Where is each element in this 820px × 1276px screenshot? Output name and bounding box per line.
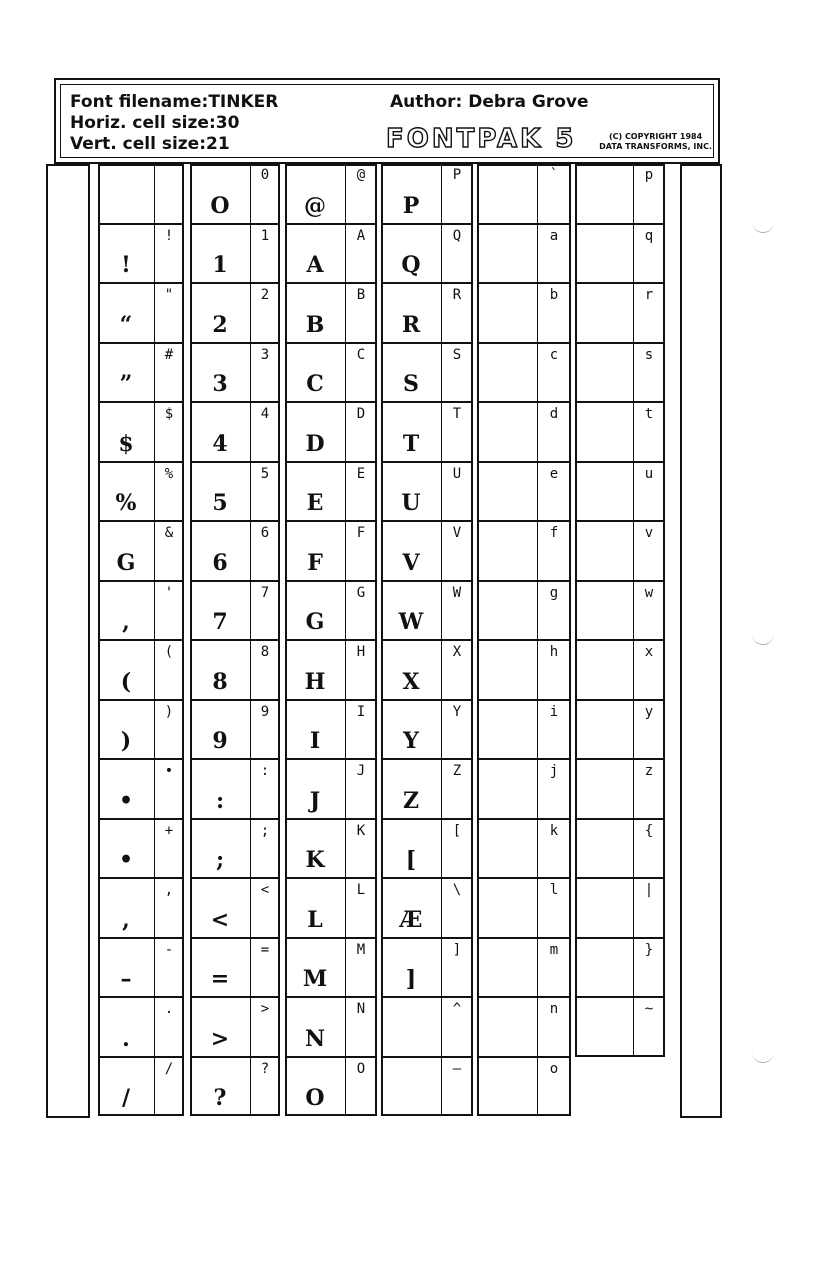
glyph-cell bbox=[190, 521, 280, 581]
glyph-large: J bbox=[309, 787, 321, 814]
glyph-key: \ bbox=[452, 882, 462, 898]
glyph-key: Y bbox=[452, 703, 462, 720]
glyph-key: s bbox=[644, 346, 654, 363]
binder-hole-mark bbox=[752, 1050, 774, 1063]
glyph-large: D bbox=[305, 430, 325, 457]
glyph-cell bbox=[98, 164, 184, 224]
glyph-cell bbox=[575, 997, 665, 1057]
glyph-large: , bbox=[122, 609, 130, 635]
glyph-cell bbox=[575, 640, 665, 700]
glyph-cell bbox=[98, 462, 184, 522]
glyph-cell bbox=[381, 462, 473, 522]
glyph-cell bbox=[381, 938, 473, 998]
glyph-key: x bbox=[644, 644, 654, 660]
glyph-cell bbox=[381, 878, 473, 938]
glyph-large: . bbox=[122, 1025, 130, 1052]
glyph-key: / bbox=[164, 1060, 174, 1077]
glyph-cell bbox=[285, 581, 377, 641]
glyph-large: Z bbox=[402, 787, 420, 814]
glyph-key: b bbox=[549, 287, 559, 303]
glyph-cell bbox=[477, 164, 571, 224]
binder-hole-mark bbox=[752, 220, 774, 233]
glyph-large: / bbox=[121, 1085, 131, 1111]
glyph-cell bbox=[285, 343, 377, 403]
glyph-key: W bbox=[452, 584, 462, 601]
glyph-key: f bbox=[549, 525, 559, 541]
glyph-key: y bbox=[644, 703, 654, 720]
glyph-key: - bbox=[164, 941, 174, 958]
glyph-large: O bbox=[210, 192, 230, 219]
glyph-large: K bbox=[305, 847, 325, 873]
glyph-large: 4 bbox=[212, 430, 228, 457]
glyph-cell bbox=[98, 997, 184, 1057]
glyph-cell bbox=[381, 1057, 473, 1117]
glyph-key: 7 bbox=[260, 584, 270, 601]
glyph-cell bbox=[98, 224, 184, 284]
glyph-key: T bbox=[452, 406, 462, 422]
glyph-cell bbox=[285, 402, 377, 462]
vert-value: 21 bbox=[206, 134, 230, 154]
glyph-column-4 bbox=[381, 164, 473, 1116]
glyph-key: u bbox=[644, 465, 654, 482]
glyph-large: P bbox=[402, 192, 420, 219]
glyph-cell bbox=[190, 402, 280, 462]
glyph-key: { bbox=[644, 822, 654, 839]
glyph-cell bbox=[98, 343, 184, 403]
glyph-cell bbox=[477, 343, 571, 403]
glyph-key: X bbox=[452, 644, 462, 660]
glyph-large: 5 bbox=[212, 490, 228, 516]
glyph-cell bbox=[285, 640, 377, 700]
glyph-large: S bbox=[403, 371, 419, 397]
glyph-key: w bbox=[644, 584, 654, 601]
glyph-large: O bbox=[305, 1085, 325, 1111]
glyph-cell bbox=[98, 283, 184, 343]
glyph-key: + bbox=[164, 822, 174, 839]
glyph-key: " bbox=[164, 287, 174, 303]
glyph-large: M bbox=[302, 966, 328, 992]
glyph-large: @ bbox=[304, 192, 326, 219]
glyph-cell bbox=[190, 997, 280, 1057]
glyph-key: ` bbox=[549, 167, 559, 183]
glyph-cell bbox=[190, 224, 280, 284]
glyph-cell bbox=[477, 819, 571, 879]
glyph-cell bbox=[381, 759, 473, 819]
filename-label: Font filename: bbox=[70, 92, 209, 112]
header-box bbox=[54, 78, 720, 164]
glyph-key: . bbox=[164, 1001, 174, 1017]
glyph-large: 7 bbox=[212, 609, 228, 635]
glyph-key: V bbox=[452, 525, 462, 541]
glyph-key: > bbox=[260, 1001, 270, 1017]
glyph-key: 6 bbox=[260, 525, 270, 541]
glyph-key: 0 bbox=[260, 167, 270, 183]
horiz-label: Horiz. cell size: bbox=[70, 113, 216, 133]
glyph-key: 5 bbox=[260, 465, 270, 482]
glyph-cell bbox=[190, 700, 280, 760]
glyph-key: m bbox=[549, 941, 559, 958]
glyph-cell bbox=[190, 581, 280, 641]
glyph-column-6 bbox=[575, 164, 665, 1057]
glyph-cell bbox=[575, 878, 665, 938]
glyph-cell bbox=[381, 164, 473, 224]
glyph-cell bbox=[575, 938, 665, 998]
glyph-cell bbox=[477, 878, 571, 938]
glyph-cell bbox=[575, 759, 665, 819]
glyph-key: ; bbox=[260, 822, 270, 839]
glyph-key: [ bbox=[452, 822, 462, 839]
glyph-large: 2 bbox=[212, 311, 228, 338]
author-line bbox=[390, 92, 589, 112]
glyph-large: ) bbox=[120, 728, 132, 754]
glyph-cell bbox=[285, 164, 377, 224]
filename-line bbox=[70, 92, 278, 112]
glyph-key: M bbox=[356, 941, 366, 958]
glyph-cell bbox=[575, 343, 665, 403]
glyph-key: N bbox=[356, 1001, 366, 1017]
glyph-cell bbox=[381, 997, 473, 1057]
glyph-large: L bbox=[307, 906, 323, 933]
glyph-column-3 bbox=[285, 164, 377, 1116]
glyph-cell bbox=[381, 819, 473, 879]
glyph-key: Z bbox=[452, 763, 462, 779]
glyph-cell bbox=[381, 343, 473, 403]
glyph-large: : bbox=[215, 787, 225, 814]
glyph-key: | bbox=[644, 882, 654, 898]
glyph-large: V bbox=[402, 549, 420, 576]
glyph-cell bbox=[477, 1057, 571, 1117]
glyph-large: ( bbox=[120, 668, 132, 695]
glyph-cell bbox=[477, 462, 571, 522]
glyph-key: % bbox=[164, 465, 174, 482]
glyph-large: 1 bbox=[212, 252, 228, 278]
glyph-cell bbox=[98, 700, 184, 760]
glyph-key: F bbox=[356, 525, 366, 541]
glyph-large: ] bbox=[405, 966, 417, 992]
glyph-large: B bbox=[305, 311, 325, 338]
fontpak-logo: FONTPAK 5 bbox=[386, 124, 577, 154]
glyph-cell bbox=[477, 640, 571, 700]
glyph-large: [ bbox=[405, 847, 417, 873]
glyph-key: G bbox=[356, 584, 366, 601]
glyph-key: P bbox=[452, 167, 462, 183]
glyph-large: • bbox=[118, 787, 134, 814]
glyph-column-5 bbox=[477, 164, 571, 1116]
glyph-large: T bbox=[402, 430, 420, 457]
binder-hole-mark bbox=[752, 632, 774, 645]
glyph-cell bbox=[285, 938, 377, 998]
glyph-key: J bbox=[356, 763, 366, 779]
glyph-cell bbox=[98, 581, 184, 641]
glyph-large: $ bbox=[118, 430, 134, 457]
glyph-large: “ bbox=[119, 311, 133, 338]
glyph-key: ( bbox=[164, 644, 174, 660]
glyph-cell bbox=[190, 462, 280, 522]
glyph-large: G bbox=[116, 549, 136, 576]
glyph-cell bbox=[285, 1057, 377, 1117]
author-label: Author: bbox=[390, 92, 463, 112]
glyph-key: # bbox=[164, 346, 174, 363]
glyph-cell bbox=[190, 938, 280, 998]
glyph-key: g bbox=[549, 584, 559, 601]
glyph-key: Q bbox=[452, 227, 462, 244]
glyph-key: L bbox=[356, 882, 366, 898]
glyph-key: U bbox=[452, 465, 462, 482]
glyph-key: R bbox=[452, 287, 462, 303]
glyph-cell bbox=[575, 700, 665, 760]
glyph-key: o bbox=[549, 1060, 559, 1077]
glyph-large: W bbox=[398, 609, 424, 635]
glyph-cell bbox=[285, 819, 377, 879]
glyph-key: v bbox=[644, 525, 654, 541]
glyph-cell bbox=[477, 997, 571, 1057]
glyph-cell bbox=[381, 581, 473, 641]
glyph-key: D bbox=[356, 406, 366, 422]
glyph-large: ” bbox=[119, 371, 133, 397]
glyph-key: 4 bbox=[260, 406, 270, 422]
glyph-key: r bbox=[644, 287, 654, 303]
glyph-cell bbox=[381, 283, 473, 343]
glyph-cell bbox=[285, 759, 377, 819]
glyph-large: R bbox=[401, 311, 421, 338]
glyph-cell bbox=[477, 581, 571, 641]
glyph-cell bbox=[575, 164, 665, 224]
glyph-key: K bbox=[356, 822, 366, 839]
glyph-key: } bbox=[644, 941, 654, 958]
glyph-cell bbox=[477, 283, 571, 343]
glyph-large: H bbox=[304, 668, 326, 695]
glyph-key: O bbox=[356, 1060, 366, 1077]
glyph-large: N bbox=[304, 1025, 326, 1052]
glyph-key: ] bbox=[452, 941, 462, 958]
glyph-large: 3 bbox=[212, 371, 228, 397]
glyph-cell bbox=[190, 343, 280, 403]
copyright-line-2: DATA TRANSFORMS, INC. bbox=[599, 142, 712, 151]
glyph-key: B bbox=[356, 287, 366, 303]
side-frame bbox=[46, 164, 90, 1118]
glyph-large: = bbox=[210, 966, 230, 992]
glyph-cell bbox=[381, 402, 473, 462]
glyph-key: @ bbox=[356, 167, 366, 183]
glyph-large: – bbox=[120, 966, 132, 992]
glyph-cell bbox=[190, 878, 280, 938]
glyph-cell bbox=[98, 878, 184, 938]
glyph-large: 6 bbox=[212, 549, 228, 576]
glyph-large: U bbox=[401, 490, 421, 516]
glyph-cell bbox=[285, 462, 377, 522]
glyph-key: i bbox=[549, 703, 559, 720]
glyph-key: E bbox=[356, 465, 366, 482]
glyph-large: X bbox=[402, 668, 420, 695]
glyph-large: , bbox=[122, 906, 130, 933]
glyph-large: C bbox=[306, 371, 324, 397]
copyright-notice bbox=[599, 132, 712, 152]
glyph-key: n bbox=[549, 1001, 559, 1017]
glyph-column-2 bbox=[190, 164, 280, 1116]
glyph-key: 8 bbox=[260, 644, 270, 660]
glyph-cell bbox=[575, 224, 665, 284]
glyph-cell bbox=[477, 700, 571, 760]
glyph-key: c bbox=[549, 346, 559, 363]
glyph-key: A bbox=[356, 227, 366, 244]
glyph-cell bbox=[381, 640, 473, 700]
glyph-large: < bbox=[210, 906, 230, 933]
glyph-cell bbox=[477, 402, 571, 462]
glyph-cell bbox=[575, 521, 665, 581]
glyph-cell bbox=[190, 819, 280, 879]
glyph-key: ~ bbox=[644, 1001, 654, 1017]
glyph-cell bbox=[381, 521, 473, 581]
glyph-cell bbox=[98, 938, 184, 998]
glyph-key: h bbox=[549, 644, 559, 660]
glyph-large: I bbox=[309, 728, 321, 754]
glyph-key: • bbox=[164, 763, 174, 779]
glyph-cell bbox=[477, 938, 571, 998]
glyph-key: p bbox=[644, 167, 654, 183]
glyph-key: j bbox=[549, 763, 559, 779]
author-value: Debra Grove bbox=[468, 92, 589, 112]
glyph-large: G bbox=[305, 609, 325, 635]
glyph-cell bbox=[575, 283, 665, 343]
glyph-cell bbox=[575, 402, 665, 462]
glyph-cell bbox=[381, 700, 473, 760]
glyph-key: < bbox=[260, 882, 270, 898]
glyph-cell bbox=[285, 283, 377, 343]
horiz-line bbox=[70, 113, 239, 133]
glyph-key: t bbox=[644, 406, 654, 422]
glyph-key: q bbox=[644, 227, 654, 244]
glyph-cell bbox=[285, 700, 377, 760]
side-frame bbox=[680, 164, 722, 1118]
glyph-cell bbox=[190, 640, 280, 700]
glyph-key: $ bbox=[164, 406, 174, 422]
glyph-key: , bbox=[164, 882, 174, 898]
glyph-large: ; bbox=[215, 847, 225, 873]
filename-value: TINKER bbox=[208, 92, 279, 112]
glyph-key: d bbox=[549, 406, 559, 422]
glyph-large: Æ bbox=[399, 906, 423, 933]
horiz-value: 30 bbox=[215, 113, 240, 133]
glyph-cell bbox=[575, 462, 665, 522]
vert-label: Vert. cell size: bbox=[70, 134, 206, 154]
glyph-cell bbox=[190, 1057, 280, 1117]
glyph-cell bbox=[575, 819, 665, 879]
glyph-key: 9 bbox=[260, 703, 270, 720]
glyph-cell bbox=[285, 521, 377, 581]
glyph-key: ' bbox=[164, 584, 174, 601]
glyph-cell bbox=[190, 164, 280, 224]
glyph-key: 2 bbox=[260, 287, 270, 303]
glyph-large: 8 bbox=[212, 668, 228, 695]
font-specimen-sheet bbox=[54, 78, 720, 1118]
glyph-cell bbox=[285, 878, 377, 938]
glyph-cell bbox=[98, 819, 184, 879]
glyph-cell bbox=[477, 521, 571, 581]
glyph-cell bbox=[381, 224, 473, 284]
glyph-cell bbox=[98, 640, 184, 700]
glyph-column-1 bbox=[98, 164, 184, 1116]
glyph-key: — bbox=[452, 1060, 462, 1077]
vert-line bbox=[70, 134, 230, 154]
glyph-cell bbox=[575, 581, 665, 641]
glyph-key: ) bbox=[164, 703, 174, 720]
glyph-key: & bbox=[164, 525, 174, 541]
glyph-key: = bbox=[260, 941, 270, 958]
glyph-large: E bbox=[306, 490, 324, 516]
glyph-key: 3 bbox=[260, 346, 270, 363]
glyph-key: C bbox=[356, 346, 366, 363]
glyph-cell bbox=[190, 283, 280, 343]
glyph-key: : bbox=[260, 763, 270, 779]
glyph-large: ! bbox=[121, 252, 131, 278]
glyph-large: 9 bbox=[212, 728, 228, 754]
glyph-key: ! bbox=[164, 227, 174, 244]
glyph-key: S bbox=[452, 346, 462, 363]
glyph-cell bbox=[285, 224, 377, 284]
glyph-cell bbox=[98, 1057, 184, 1117]
glyph-large: ? bbox=[213, 1085, 227, 1111]
glyph-key: H bbox=[356, 644, 366, 660]
glyph-large: • bbox=[118, 847, 134, 873]
glyph-cell bbox=[285, 997, 377, 1057]
glyph-cell bbox=[98, 521, 184, 581]
glyph-key: l bbox=[549, 882, 559, 898]
glyph-key: ? bbox=[260, 1060, 270, 1077]
glyph-large: % bbox=[115, 490, 137, 516]
glyph-key: a bbox=[549, 227, 559, 244]
glyph-key: z bbox=[644, 763, 654, 779]
copyright-line-1: (C) COPYRIGHT 1984 bbox=[608, 132, 703, 141]
glyph-key: k bbox=[549, 822, 559, 839]
glyph-cell bbox=[98, 402, 184, 462]
glyph-cell bbox=[477, 759, 571, 819]
glyph-cell bbox=[190, 759, 280, 819]
glyph-large: A bbox=[306, 252, 324, 278]
glyph-large: F bbox=[307, 549, 323, 576]
glyph-cell bbox=[477, 224, 571, 284]
glyph-large: Y bbox=[403, 728, 419, 754]
glyph-large: Q bbox=[401, 252, 421, 278]
glyph-key: ^ bbox=[452, 1001, 462, 1017]
glyph-key: 1 bbox=[260, 227, 270, 244]
glyph-key: e bbox=[549, 465, 559, 482]
glyph-large: > bbox=[210, 1025, 230, 1052]
glyph-cell bbox=[98, 759, 184, 819]
glyph-key: I bbox=[356, 703, 366, 720]
